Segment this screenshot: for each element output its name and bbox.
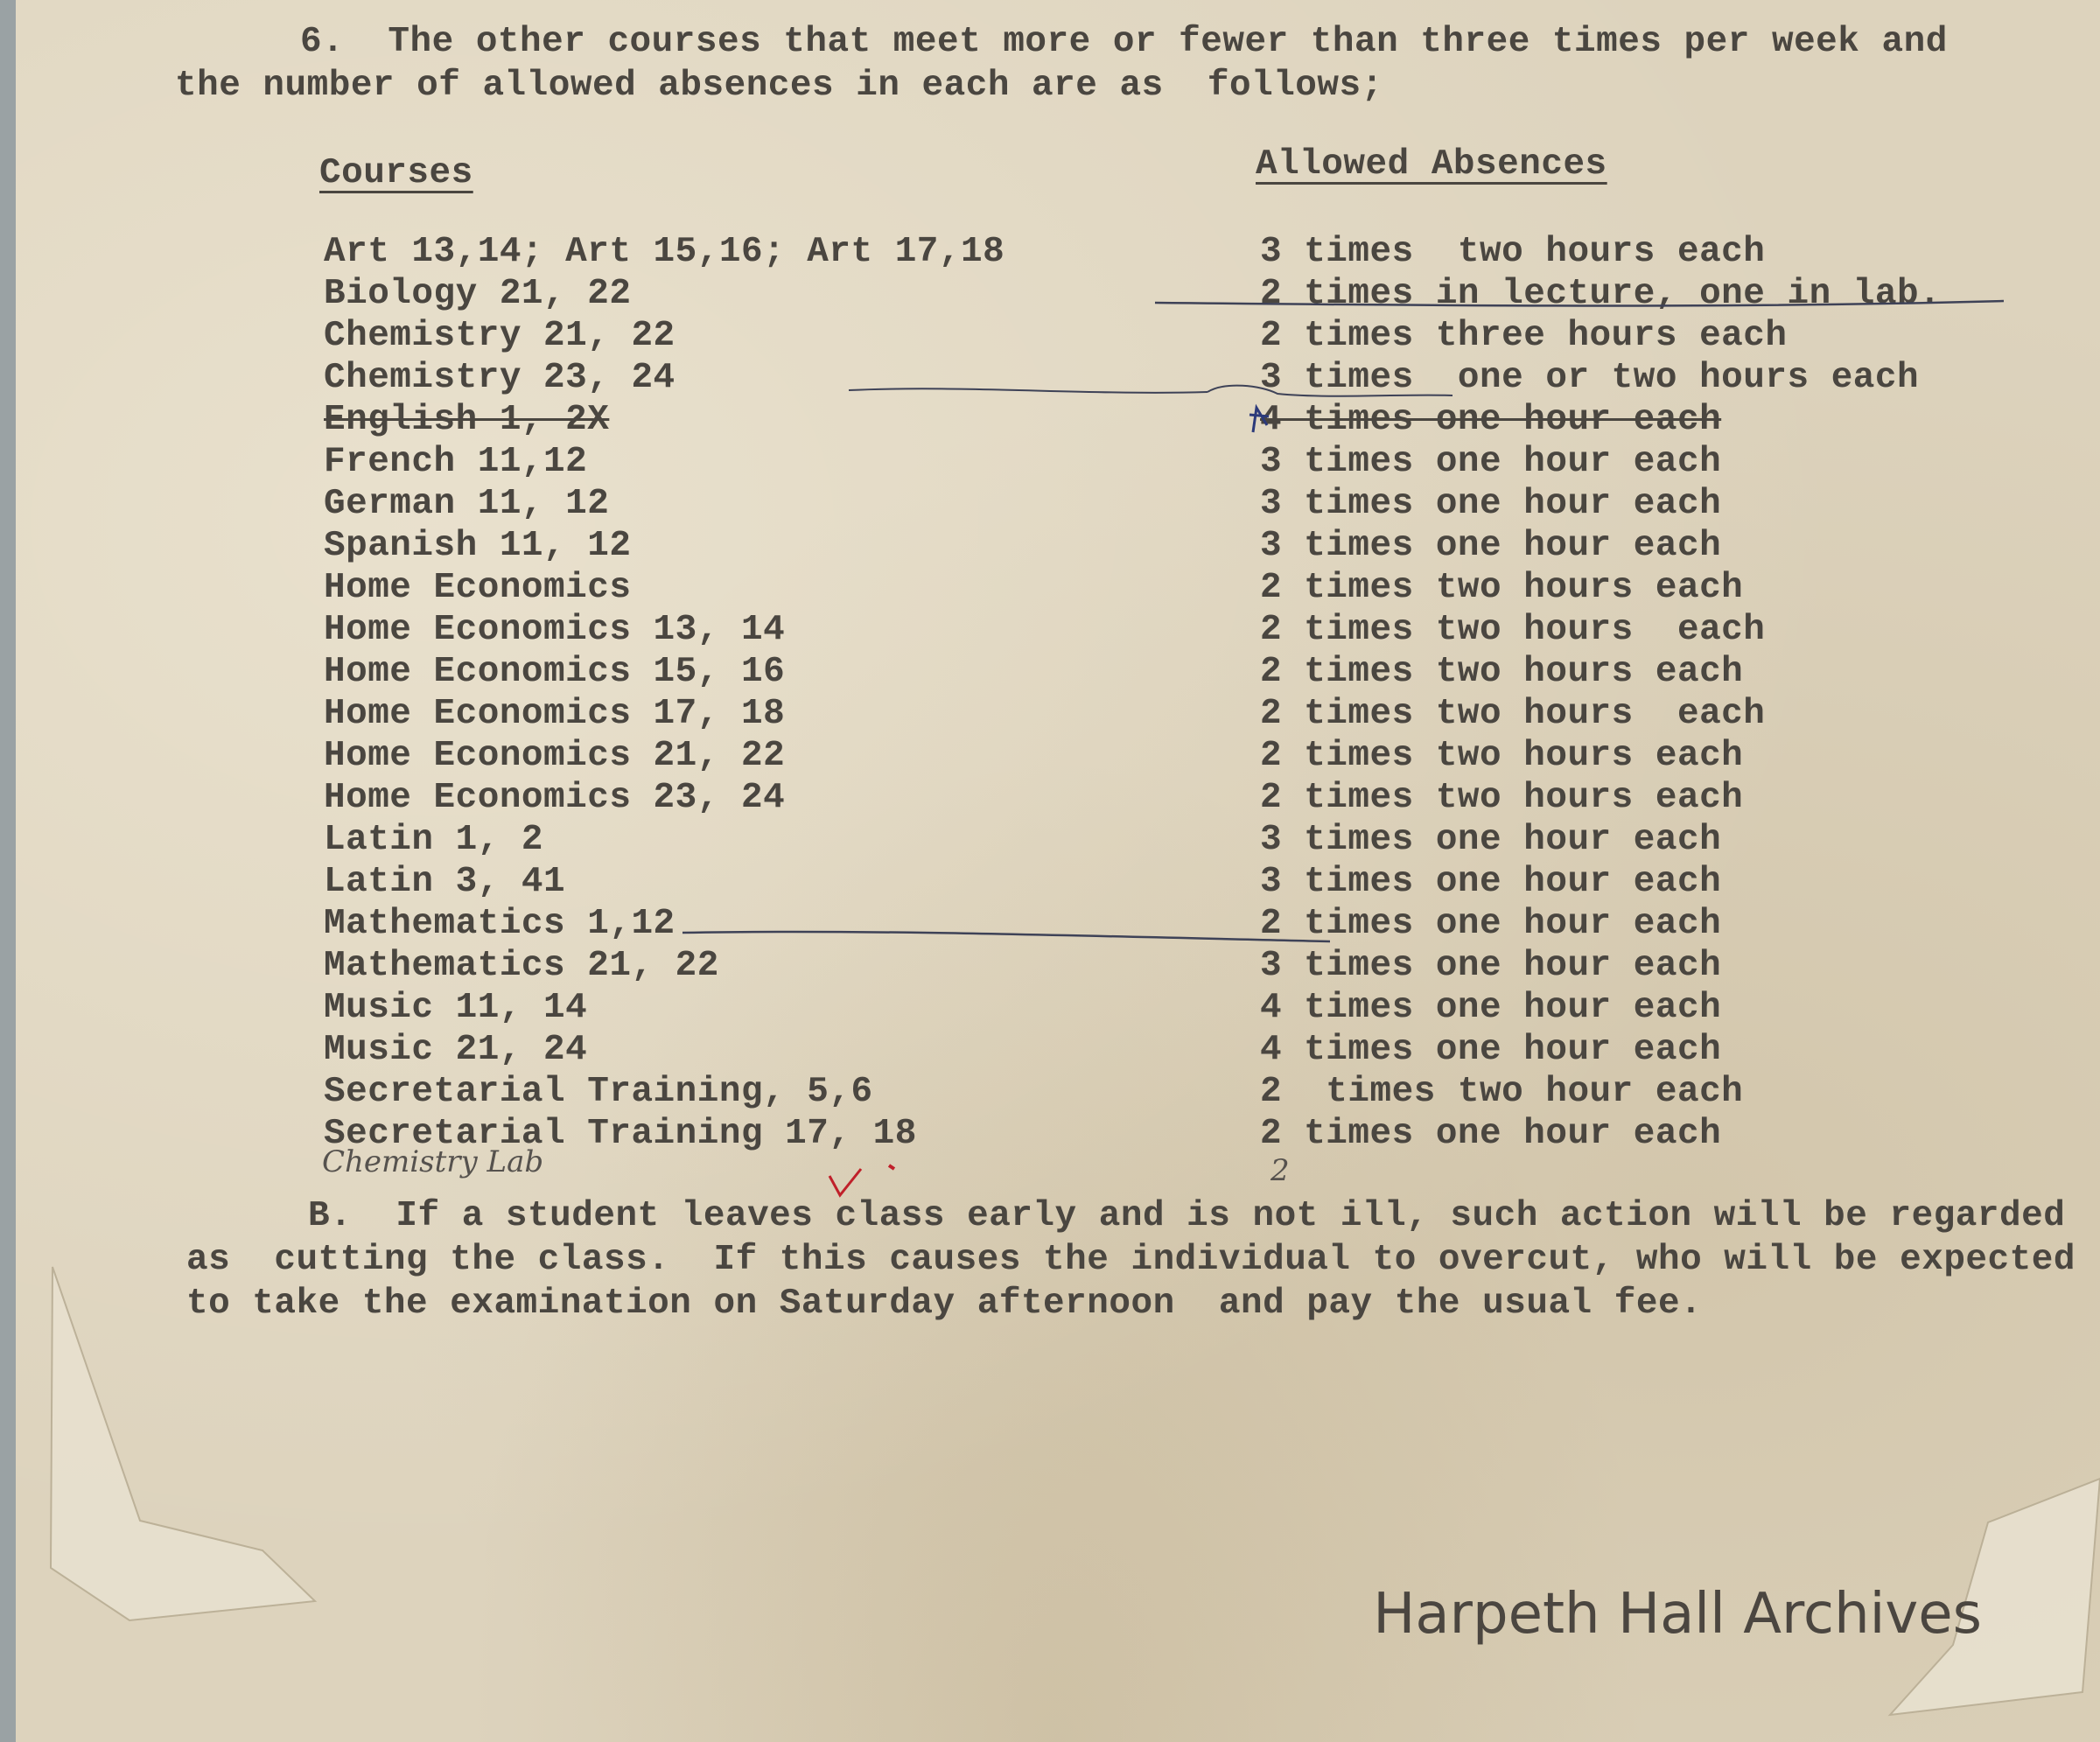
course-name: Music 21, 24 [324, 1030, 588, 1070]
course-name: Mathematics 21, 22 [324, 946, 719, 986]
course-name: Spanish 11, 12 [324, 526, 632, 566]
allowed-absences: 4 times one hour each [1260, 1030, 1722, 1070]
course-name: Home Economics 15, 16 [324, 652, 786, 692]
allowed-absences: 3 times one or two hours each [1260, 358, 1920, 398]
allowed-absences: 2 times two hours each [1260, 736, 1744, 776]
course-name: English 1, 2X [324, 400, 610, 440]
allowed-absences: 2 times two hours each [1260, 778, 1744, 818]
allowed-absences: 3 times one hour each [1260, 862, 1722, 902]
allowed-absences: 3 times one hour each [1260, 442, 1722, 482]
allowed-absences: 3 times one hour each [1260, 484, 1722, 524]
allowed-absences: 2 times one hour each [1260, 1114, 1722, 1154]
course-name: Biology 21, 22 [324, 274, 632, 314]
course-name: French 11,12 [324, 442, 588, 482]
allowed-absences: 2 times two hours each [1260, 568, 1744, 608]
absences-header: Allowed Absences [1256, 144, 1607, 185]
course-name: Music 11, 14 [324, 988, 588, 1028]
allowed-absences: 2 times two hours each [1260, 610, 1766, 650]
allowed-absences: 2 times in lecture, one in lab. [1260, 274, 1942, 314]
allowed-absences: 2 times two hour each [1260, 1072, 1744, 1112]
paragraph-b-line-2: as cutting the class. If this causes the individual to overcut, who will be expected [186, 1240, 2076, 1280]
paragraph-b-line-1: B. If a student leaves class early and is not ill, such action will be regarded [308, 1196, 2066, 1236]
course-name: Mathematics 1,12 [324, 904, 676, 944]
course-name: German 11, 12 [324, 484, 610, 524]
course-name: Chemistry 21, 22 [324, 316, 676, 356]
allowed-absences: 3 times one hour each [1260, 820, 1722, 860]
allowed-absences: 3 times one hour each [1260, 526, 1722, 566]
allowed-absences: 2 times two hours each [1260, 652, 1744, 692]
allowed-absences: 4 times one hour each [1260, 988, 1722, 1028]
allowed-absences: 3 times one hour each [1260, 946, 1722, 986]
allowed-absences: 3 times two hours each [1260, 232, 1766, 272]
course-name: Home Economics 21, 22 [324, 736, 786, 776]
course-name: Home Economics [324, 568, 632, 608]
allowed-absences: 2 times one hour each [1260, 904, 1722, 944]
course-name: Art 13,14; Art 15,16; Art 17,18 [324, 232, 1005, 272]
course-name: Latin 1, 2 [324, 820, 544, 860]
handwritten-chemistry-lab-absences: 2 [1270, 1153, 1290, 1188]
handwritten-chemistry-lab: Chemistry Lab [322, 1144, 544, 1179]
course-name: Secretarial Training, 5,6 [324, 1072, 873, 1112]
archive-watermark: Harpeth Hall Archives [1373, 1582, 1982, 1647]
course-name: Home Economics 17, 18 [324, 694, 786, 734]
allowed-absences: 2 times two hours each [1260, 694, 1766, 734]
course-name: Latin 3, 41 [324, 862, 566, 902]
intro-line-2: the number of allowed absences in each are as follows; [175, 66, 1383, 106]
allowed-absences: 4 times one hour each [1260, 400, 1722, 440]
course-name: Home Economics 13, 14 [324, 610, 786, 650]
intro-line-1: 6. The other courses that meet more or fewer than three times per week and [300, 22, 1948, 62]
course-name: Secretarial Training 17, 18 [324, 1114, 917, 1154]
paragraph-b-line-3: to take the examination on Saturday afternoon and pay the usual fee. [186, 1284, 1703, 1324]
allowed-absences: 2 times three hours each [1260, 316, 1788, 356]
courses-header: Courses [319, 153, 473, 193]
course-name: Home Economics 23, 24 [324, 778, 786, 818]
course-name: Chemistry 23, 24 [324, 358, 676, 398]
